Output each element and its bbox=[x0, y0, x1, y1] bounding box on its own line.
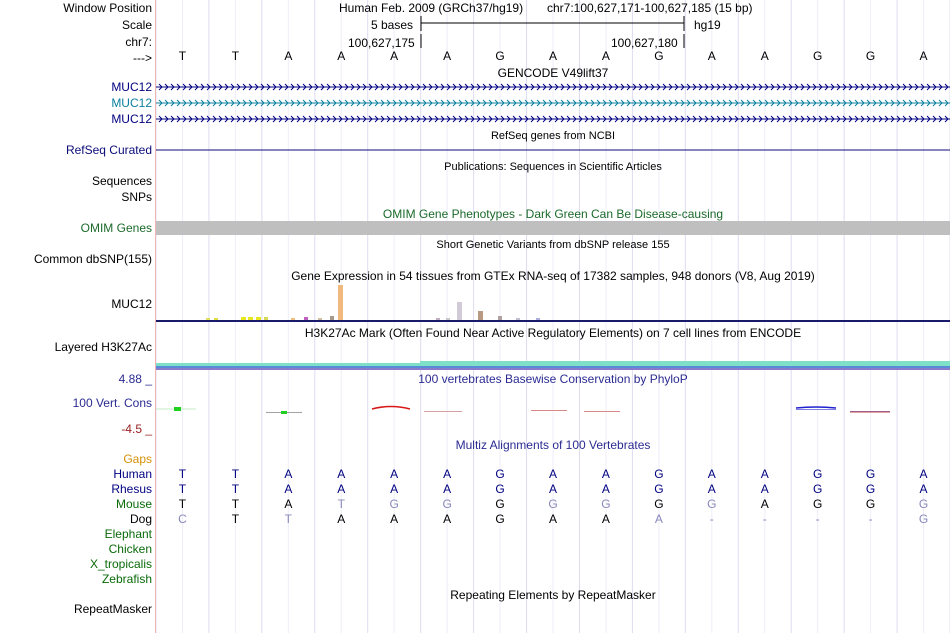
alignment-base: G bbox=[654, 482, 664, 496]
label-species-mouse[interactable]: Mouse bbox=[115, 497, 152, 511]
scale-text: 5 bases bbox=[371, 18, 414, 32]
alignment-base: A bbox=[443, 512, 452, 526]
alignment-base: C bbox=[178, 512, 187, 526]
label-species-elephant[interactable]: Elephant bbox=[104, 527, 152, 541]
alignment-base: A bbox=[390, 482, 399, 496]
alignment-base: G bbox=[495, 467, 505, 481]
label-omim-genes[interactable]: OMIM Genes bbox=[80, 221, 152, 235]
alignment-base: A bbox=[390, 512, 399, 526]
dna-base: A bbox=[919, 49, 928, 63]
dna-base: A bbox=[284, 49, 293, 63]
alignment-base: G bbox=[918, 497, 929, 511]
alignment-base: A bbox=[284, 467, 293, 481]
scale-db: hg19 bbox=[694, 18, 721, 32]
alignment-base: G bbox=[707, 497, 717, 511]
dna-base: G bbox=[812, 49, 823, 63]
dna-bases-row bbox=[156, 49, 950, 64]
dna-base: A bbox=[548, 49, 557, 63]
coord-right: 100,627,180 bbox=[611, 36, 678, 50]
alignment-base: T bbox=[178, 467, 187, 481]
alignment-base: G bbox=[548, 497, 558, 511]
label-layered-h3k27ac[interactable]: Layered H3K27Ac bbox=[54, 340, 152, 354]
alignment-base: A bbox=[707, 467, 716, 481]
window-position-value: chr7:100,627,171-100,627,185 (15 bp) bbox=[547, 1, 753, 15]
label-gtex-muc12[interactable]: MUC12 bbox=[111, 297, 152, 311]
title-gencode: GENCODE V49lift37 bbox=[497, 66, 609, 80]
alignment-base: T bbox=[178, 482, 187, 496]
h3k27ac-signal bbox=[156, 361, 950, 370]
dna-base: A bbox=[443, 49, 452, 63]
dna-base: G bbox=[654, 49, 664, 63]
alignment-base: T bbox=[231, 482, 240, 496]
label-species-x-tropicalis[interactable]: X_tropicalis bbox=[89, 557, 152, 571]
label-gencode-muc12-2[interactable]: MUC12 bbox=[111, 96, 152, 110]
phylop-conservation-graph bbox=[156, 407, 890, 415]
alignment-base: A bbox=[760, 482, 769, 496]
alignment-base: - bbox=[762, 512, 767, 526]
alignment-base: A bbox=[919, 482, 928, 496]
track-image-panel[interactable] bbox=[156, 0, 950, 633]
alignment-base: A bbox=[601, 482, 610, 496]
label-snps[interactable]: SNPs bbox=[121, 190, 152, 204]
label-species-chicken[interactable]: Chicken bbox=[108, 542, 152, 556]
dna-base: A bbox=[390, 49, 399, 63]
label-scale: Scale bbox=[121, 18, 152, 32]
alignment-base: A bbox=[284, 482, 293, 496]
alignment-base: A bbox=[284, 497, 293, 511]
track-graphics bbox=[156, 0, 950, 633]
alignment-base: A bbox=[337, 467, 346, 481]
assembly-name: Human Feb. 2009 (GRCh37/hg19) bbox=[339, 1, 524, 15]
label-species-human[interactable]: Human bbox=[113, 467, 152, 481]
label-chr: chr7: bbox=[125, 35, 152, 49]
alignment-base: A bbox=[548, 482, 557, 496]
alignment-base: A bbox=[443, 467, 452, 481]
label-window-position: Window Position bbox=[63, 1, 152, 15]
label-arrow: ---> bbox=[133, 51, 152, 65]
alignment-base: G bbox=[865, 467, 876, 481]
alignment-base: G bbox=[812, 482, 823, 496]
alignment-base: A bbox=[919, 467, 928, 481]
label-cons-bottom: -4.5 _ bbox=[121, 422, 152, 436]
alignment-base: G bbox=[812, 497, 823, 511]
gencode-transcript-1 bbox=[156, 84, 950, 90]
title-phylop: 100 vertebrates Basewise Conservation by PhyloP bbox=[418, 372, 688, 386]
alignment-row-mouse bbox=[156, 497, 950, 512]
alignment-base: - bbox=[709, 512, 714, 526]
alignment-base: A bbox=[337, 482, 346, 496]
dna-base: G bbox=[865, 49, 876, 63]
alignment-base: T bbox=[231, 497, 240, 511]
alignment-base: A bbox=[760, 497, 769, 511]
alignment-row-rhesus bbox=[156, 482, 950, 497]
alignment-base: A bbox=[707, 482, 716, 496]
title-dbsnp: Short Genetic Variants from dbSNP release 155 bbox=[436, 239, 670, 251]
dna-base: A bbox=[760, 49, 769, 63]
alignment-base: G bbox=[654, 467, 664, 481]
alignment-base: T bbox=[337, 497, 345, 511]
dna-base: G bbox=[495, 49, 505, 63]
dna-base: T bbox=[231, 49, 240, 63]
alignment-base: - bbox=[868, 512, 873, 526]
dna-base: T bbox=[178, 49, 187, 63]
gencode-transcript-3 bbox=[156, 116, 950, 122]
alignment-base: G bbox=[601, 497, 611, 511]
label-common-dbsnp[interactable]: Common dbSNP(155) bbox=[33, 252, 152, 266]
label-sequences[interactable]: Sequences bbox=[91, 174, 152, 188]
alignment-base: A bbox=[601, 512, 610, 526]
dna-base: A bbox=[707, 49, 716, 63]
omim-gene-bar bbox=[156, 221, 950, 235]
alignment-base: A bbox=[654, 512, 663, 526]
alignment-base: G bbox=[865, 497, 876, 511]
alignment-row-dog bbox=[156, 512, 950, 527]
title-gtex: Gene Expression in 54 tissues from GTEx RNA-seq of 17382 samples, 948 donors (V8, Aug 2019) bbox=[291, 269, 815, 283]
alignment-base: A bbox=[390, 467, 399, 481]
label-gencode-muc12-1[interactable]: MUC12 bbox=[111, 80, 152, 94]
gtex-bar-graph bbox=[156, 285, 950, 321]
track-labels bbox=[0, 0, 155, 633]
alignment-base: G bbox=[442, 497, 452, 511]
alignment-base: A bbox=[601, 467, 610, 481]
alignment-base: A bbox=[443, 482, 452, 496]
dna-base: A bbox=[337, 49, 346, 63]
alignment-base: G bbox=[495, 497, 505, 511]
label-species-dog[interactable]: Dog bbox=[129, 512, 152, 526]
alignment-base: A bbox=[337, 512, 346, 526]
label-gencode-muc12-3[interactable]: MUC12 bbox=[111, 112, 152, 126]
title-refseq: RefSeq genes from NCBI bbox=[490, 130, 616, 142]
label-gaps[interactable]: Gaps bbox=[123, 452, 152, 466]
title-h3k27ac: H3K27Ac Mark (Often Found Near Active Regulatory Elements) on 7 cell lines from ENCODE bbox=[304, 326, 802, 340]
alignment-base: T bbox=[178, 497, 187, 511]
alignment-base: G bbox=[389, 497, 399, 511]
alignment-base: G bbox=[654, 497, 664, 511]
alignment-base: T bbox=[231, 467, 240, 481]
title-multiz: Multiz Alignments of 100 Vertebrates bbox=[455, 438, 651, 452]
title-repeatmasker: Repeating Elements by RepeatMasker bbox=[450, 588, 656, 602]
alignment-row-human bbox=[156, 467, 950, 482]
label-100-vert-cons[interactable]: 100 Vert. Cons bbox=[72, 396, 152, 410]
label-repeatmasker[interactable]: RepeatMasker bbox=[73, 602, 152, 616]
alignment-base: T bbox=[284, 512, 292, 526]
title-omim: OMIM Gene Phenotypes - Dark Green Can Be Disease-causing bbox=[382, 207, 724, 221]
alignment-base: G bbox=[918, 512, 929, 526]
alignment-base: G bbox=[495, 482, 505, 496]
label-cons-top: 4.88 _ bbox=[118, 372, 152, 386]
alignment-base: A bbox=[760, 467, 769, 481]
title-publications: Publications: Sequences in Scientific Articles bbox=[444, 161, 662, 173]
coord-left: 100,627,175 bbox=[348, 36, 415, 50]
label-refseq-curated[interactable]: RefSeq Curated bbox=[65, 143, 152, 157]
label-species-rhesus[interactable]: Rhesus bbox=[111, 482, 152, 496]
alignment-base: A bbox=[548, 512, 557, 526]
label-species-zebrafish[interactable]: Zebrafish bbox=[101, 572, 152, 586]
alignment-base: G bbox=[812, 467, 823, 481]
dna-base: A bbox=[601, 49, 610, 63]
alignment-base: - bbox=[815, 512, 820, 526]
alignment-base: T bbox=[231, 512, 240, 526]
alignment-base: A bbox=[548, 467, 557, 481]
alignment-base: G bbox=[865, 482, 876, 496]
gencode-transcript-2 bbox=[156, 100, 950, 106]
alignment-base: G bbox=[495, 512, 505, 526]
